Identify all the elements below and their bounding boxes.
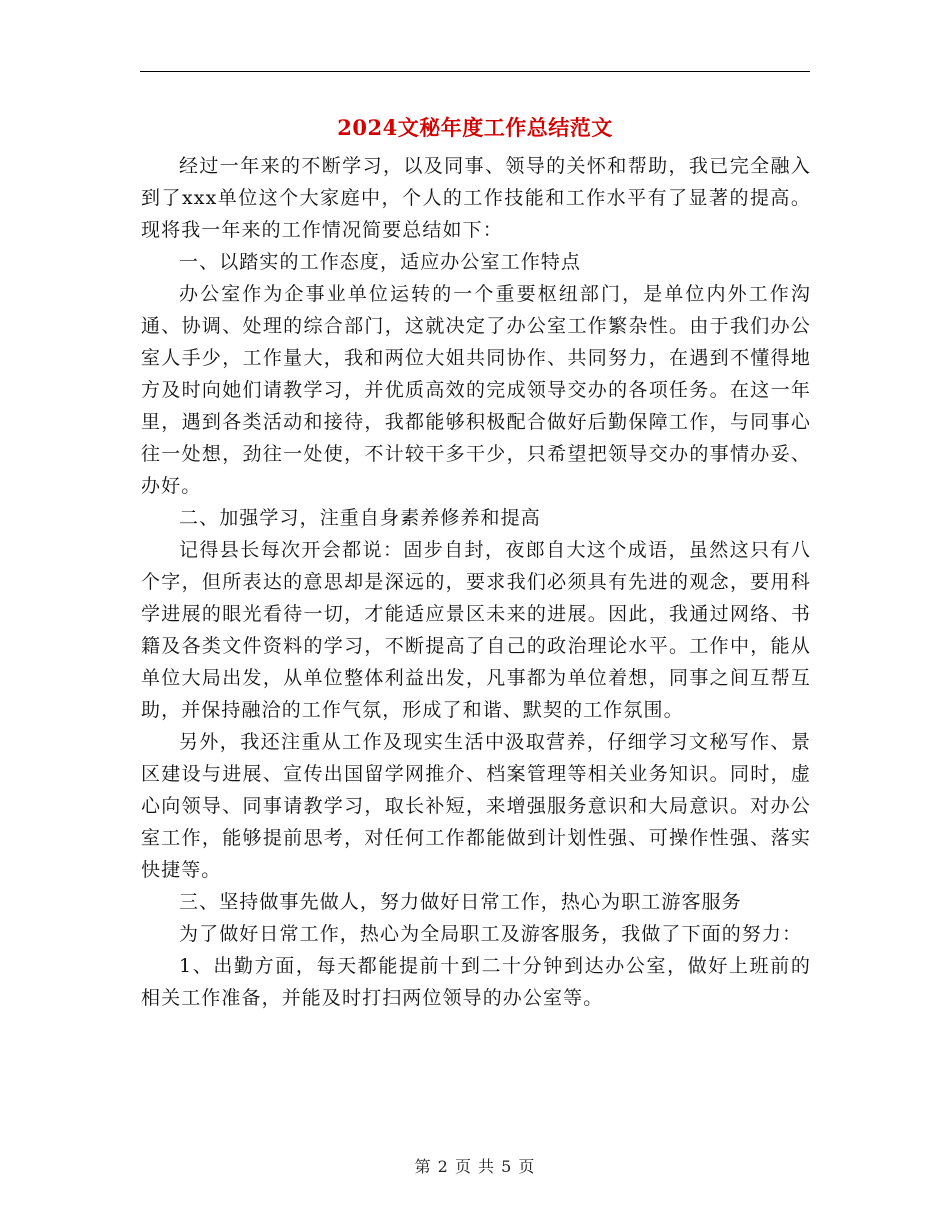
document-body [141,150,811,1014]
paragraph-service: 为了做好日常工作，热心为全局职工及游客服务，我做了下面的努力： [179,923,803,945]
page-number-footer: 第 2 页 共 5 页 [414,1157,536,1176]
section-heading-1: 一、以踏实的工作态度，适应办公室工作特点 [179,251,582,273]
paragraph-intro: 经过一年来的不断学习，以及同事、领导的关怀和帮助，我已完全融入到了xxx单位这个大家庭中，个人的工作技能和工作水平有了显著的提高。现将我一年来的工作情况简要总结如下： [141,155,811,241]
header-rule [140,71,810,72]
paragraph-learning: 另外，我还注重从工作及现实生活中汲取营养，仔细学习文秘写作、景区建设与进展、宣传出国留学网推介、档案管理等相关业务知识。同时，虚心向领导、同事请教学习，取长补短，来增强服务意识和大局意识。对办公室工作，能够提前思考，对任何工作都能做到计划性强、可操作性强、落实快捷等。 [141,731,811,881]
paragraph-attendance: 1、出勤方面，每天都能提前十到二十分钟到达办公室，做好上班前的相关工作准备，并能及时打扫两位领导的办公室等。 [141,955,811,1009]
document-title: 2024文秘年度工作总结范文 [337,115,613,140]
paragraph-office-work: 办公室作为企事业单位运转的一个重要枢纽部门，是单位内外工作沟通、协调、处理的综合部门，这就决定了办公室工作繁杂性。由于我们办公室人手少，工作量大，我和两位大姐共同协作、共同努力，在遇到不懂得地方及时向她们请教学习，并优质高效的完成领导交办的各项任务。在这一年里，遇到各类活动和接待，我都能够积极配合做好后勤保障工作，与同事心往一处想，劲往一处使，不计较干多干少，只希望把领导交办的事情办妥、办好。 [141,283,811,497]
section-heading-2: 二、加强学习，注重自身素养修养和提高 [179,507,541,529]
paragraph-study: 记得县长每次开会都说：固步自封，夜郎自大这个成语，虽然这只有八个字，但所表达的意思却是深远的，要求我们必须具有先进的观念，要用科学进展的眼光看待一切，才能适应景区未来的进展。因此，我通过网络、书籍及各类文件资料的学习，不断提高了自己的政治理论水平。工作中，能从单位大局出发，从单位整体利益出发，凡事都为单位着想，同事之间互帮互助，并保持融洽的工作气氛，形成了和谐、默契的工作氛围。 [141,539,811,721]
section-heading-3: 三、坚持做事先做人，努力做好日常工作，热心为职工游客服务 [179,891,742,913]
